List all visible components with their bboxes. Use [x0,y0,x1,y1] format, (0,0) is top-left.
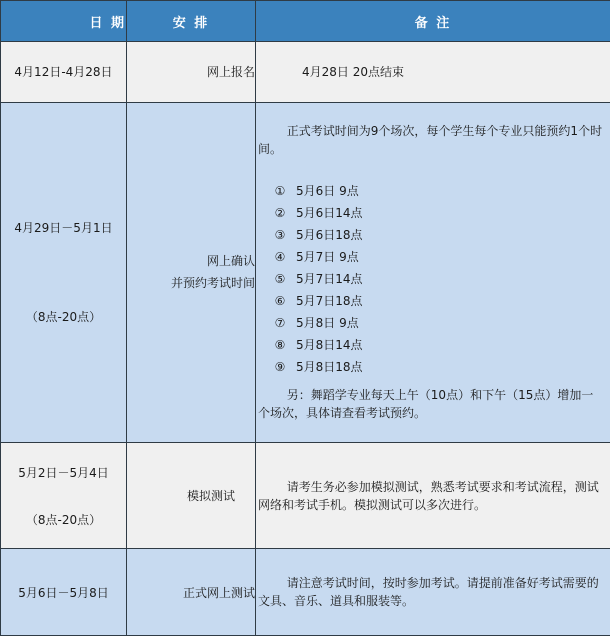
session-item [272,334,604,356]
session-item [272,312,604,334]
date-range: 5月2日－5月4日 [18,465,109,480]
note-cell [256,549,610,636]
date-cell: 5月6日－5月8日 [1,549,127,636]
session-time: 5月6日18点 [296,228,363,243]
note-intro: 正式考试时间为9个场次，每个学生每个专业只能预约1个时间。 [258,124,603,157]
session-number: ⑧ [274,338,286,353]
session-time: 5月8日18点 [296,360,363,375]
note-cell: 4月28日 20点结束 [256,42,610,102]
arrangement-line: 网上确认 [206,254,255,269]
session-number: ⑤ [274,272,286,287]
session-time: 5月7日14点 [296,272,363,287]
date-cell: 4月12日-4月28日 [1,42,127,102]
session-item [272,202,604,224]
header-arrangement: 安 排 [127,1,256,42]
session-item [272,290,604,312]
header-date: 日 期 [1,1,127,42]
note-cell [256,102,610,442]
date-hours: （8点-20点） [25,512,102,527]
date-cell [1,102,127,442]
session-list [272,180,604,378]
arrangement-line: 并预约考试时间 [170,276,255,291]
session-time: 5月6日 9点 [296,184,359,199]
session-number: ⑦ [274,316,286,331]
table-row-registration [1,42,610,102]
session-time: 5月7日 9点 [296,250,359,265]
session-item [272,268,604,290]
note-text: 请考生务必参加模拟测试，熟悉考试要求和考试流程，测试网络和考试手机。模拟测试可以多次进行。 [258,479,599,512]
arrangement-cell: 网上报名 [127,42,256,102]
arrangement-cell: 模拟测试 [127,442,256,549]
arrangement-cell [127,102,256,442]
session-number: ② [274,206,286,221]
session-time: 5月8日 9点 [296,316,359,331]
session-time: 5月8日14点 [296,338,363,353]
session-time: 5月7日18点 [296,294,363,309]
session-number: ④ [274,250,286,265]
note-text: 请注意考试时间，按时参加考试。请提前准备好考试需要的文具、音乐、道具和服装等。 [258,576,599,609]
arrangement-cell: 正式网上测试 [127,549,256,636]
session-item [272,224,604,246]
note-extra: 另：舞蹈学专业每天上午（10点）和下午（15点）增加一个场次，具体请查看考试预约。 [258,388,594,421]
session-item [272,356,604,378]
session-item [272,246,604,268]
table-row-confirmation [1,102,610,442]
session-time: 5月6日14点 [296,206,363,221]
date-hours: （8点-20点） [25,310,102,325]
session-number: ③ [274,228,286,243]
session-number: ① [274,184,286,199]
date-cell [1,442,127,549]
session-item [272,180,604,202]
table-row-mock-test [1,442,610,549]
session-number: ⑨ [274,360,286,375]
header-notes: 备 注 [256,1,610,42]
session-number: ⑥ [274,294,286,309]
note-cell [256,442,610,549]
date-range: 4月29日－5月1日 [14,221,113,236]
header-row [1,1,610,42]
table-row-official-test [1,549,610,636]
